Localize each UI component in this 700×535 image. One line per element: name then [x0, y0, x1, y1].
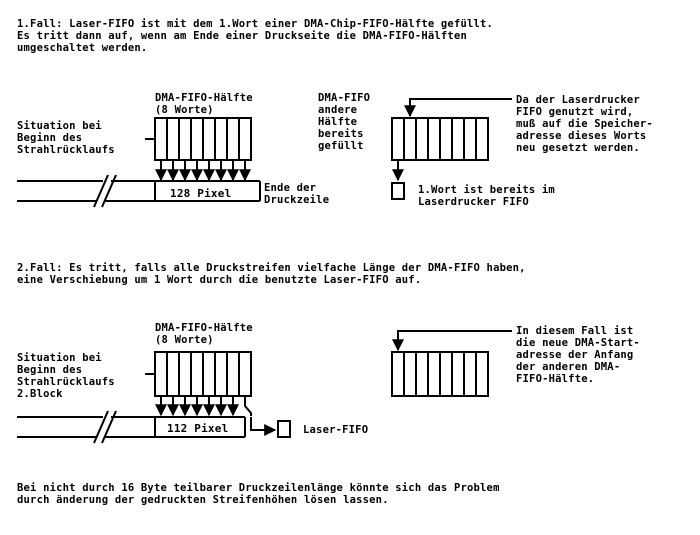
footer-line-2: durch änderung der gedruckten Streifenhöhen lösen lassen. [17, 494, 389, 506]
case1-other-half-label-4: bereits [318, 128, 364, 140]
case1-note-arrow [410, 99, 512, 116]
case1-note-line-5: neu gesetzt werden. [516, 142, 640, 154]
case1-other-dma-fifo-half [392, 118, 488, 160]
case1-situation-label-3: Strahlrücklaufs [17, 144, 115, 156]
case2-shifted-arrow [245, 396, 251, 416]
case2-situation-label-1: Situation bei [17, 352, 102, 364]
case1-title-line-3: umgeschaltet werden. [17, 42, 148, 54]
case2-note-line-2: die neue DMA-Start- [516, 337, 640, 349]
footer-line-1: Bei nicht durch 16 Byte teilbarer Druckzeilenlänge könnte sich das Problem [17, 482, 500, 494]
case2-dma-half-label-2: (8 Worte) [155, 334, 214, 346]
case2-dma-half-label-1: DMA-FIFO-Hälfte [155, 322, 253, 334]
case1-word-label-1: 1.Wort ist bereits im [418, 184, 555, 196]
case1-situation-label-2: Beginn des [17, 132, 83, 144]
case2-situation-label-2: Beginn des [17, 364, 83, 376]
case1-other-half-label-5: gefüllt [318, 140, 364, 152]
case1-other-half-label-2: andere [318, 104, 358, 116]
case1-dma-half-label-2: (8 Worte) [155, 104, 214, 116]
case2-note-line-3: adresse der Anfang [516, 349, 634, 361]
case2-dma-fifo-half [155, 352, 251, 396]
case2-print-line-bar [17, 411, 245, 443]
case2-title-line-2: eine Verschiebung um 1 Wort durch die benutzte Laser-FIFO auf. [17, 274, 422, 286]
case2-laser-fifo-label: Laser-FIFO [303, 424, 369, 436]
case2-other-dma-fifo-half [392, 352, 488, 396]
case2-situation-label-3: Strahlrücklaufs [17, 376, 115, 388]
case1-end-label-1: Ende der [264, 182, 317, 194]
case1-pixel-label: 128 Pixel [170, 187, 232, 200]
case2-pixel-label: 112 Pixel [167, 422, 229, 435]
case1-title-line-2: Es tritt dann auf, wenn am Ende einer Druckseite die DMA-FIFO-Hälften [17, 30, 467, 42]
case1-laser-fifo-word-box [392, 183, 404, 199]
case1-word-label-2: Laserdrucker FIFO [418, 196, 529, 208]
case1-title-line-1: 1.Fall: Laser-FIFO ist mit dem 1.Wort einer DMA-Chip-FIFO-Hälfte gefüllt. [17, 18, 494, 30]
case2-title-line-1: 2.Fall: Es tritt, falls alle Druckstreifen vielfache Länge der DMA-FIFO haben, [17, 262, 526, 274]
case1-dma-fifo-half [155, 118, 251, 160]
case2-transfer-arrows [161, 396, 233, 415]
case1-note-line-4: adresse dieses Worts [516, 130, 647, 142]
case1-end-label-2: Druckzeile [264, 194, 330, 206]
case1-other-half-label-1: DMA-FIFO [318, 92, 371, 104]
case1-note-line-1: Da der Laserdrucker [516, 94, 640, 106]
case2-laser-fifo-arrow [251, 417, 275, 430]
case1-note-line-3: muß auf die Speicher- [516, 118, 653, 130]
case1-transfer-arrows [161, 160, 245, 180]
case2-note-arrow [398, 331, 512, 350]
case2-note-line-1: In diesem Fall ist [516, 325, 634, 337]
case1-other-half-label-3: Hälfte [318, 116, 358, 128]
case1-print-line-bar [17, 175, 260, 207]
case1-dma-half-label-1: DMA-FIFO-Hälfte [155, 92, 253, 104]
case1-note-line-2: FIFO genutzt wird, [516, 106, 634, 118]
case1-situation-label-1: Situation bei [17, 120, 102, 132]
case2-note-line-5: FIFO-Hälfte. [516, 373, 595, 385]
case2-laser-fifo-box [278, 421, 290, 437]
case2-note-line-4: der anderen DMA- [516, 361, 621, 373]
case2-situation-label-4: 2.Block [17, 388, 63, 400]
